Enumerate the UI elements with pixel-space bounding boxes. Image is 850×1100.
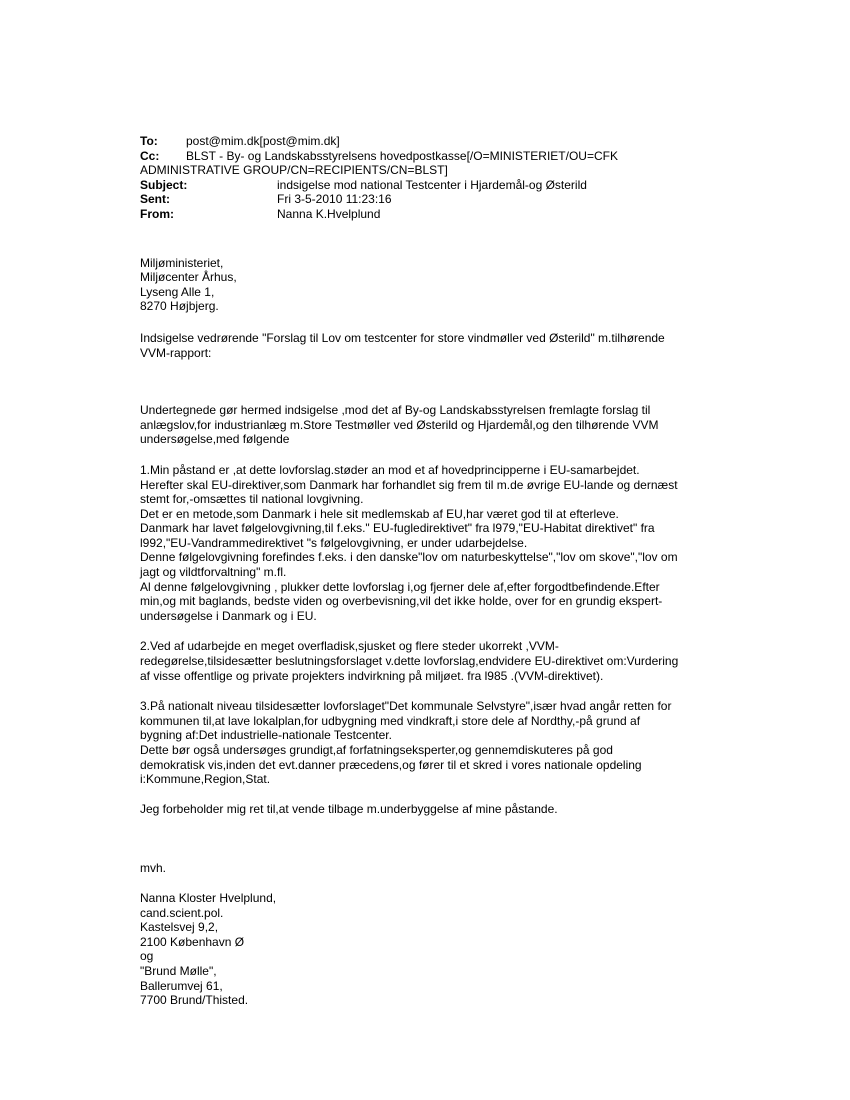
objection-line: Undertegnede gør hermed indsigelse ,mod det af By-og Landskabsstyrelsen fremlagte forslag til xyxy=(140,403,651,418)
reservation-paragraph xyxy=(140,802,720,817)
point-3-line: demokratisk vis,inden det evt.danner præcedens,og fører til et skred i vores nationale opdeling xyxy=(140,757,642,772)
address-line: 8270 Højbjerg. xyxy=(140,299,219,314)
point-1-line: Al denne følgelovgivning , plukker dette lovforslag i,og fjerner dele af,efter forgodtbefindende.Efter xyxy=(140,579,660,594)
address-line: Miljøministeriet, xyxy=(140,255,224,270)
point-2-paragraph xyxy=(140,639,720,683)
signature-block xyxy=(140,891,720,1008)
cc-value-line-1: BLST - By- og Landskabsstyrelsens hovedpostkasse[/O=MINISTERIET/OU=CFK xyxy=(186,148,618,163)
objection-paragraph xyxy=(140,403,720,447)
point-1-line: Herefter skal EU-direktiver,som Danmark har forhandlet sig frem til m.de øvrige EU-lande og dernæst xyxy=(140,477,678,492)
objection-line: anlægslov,for industrianlæg m.Store Testmøller ved Østerild og Hjardemål,og den tilhørende VVM xyxy=(140,417,659,432)
recipient-address xyxy=(140,256,720,314)
closing xyxy=(140,861,720,876)
email-header xyxy=(140,134,720,222)
point-3-line: kommunen til,at lave lokalplan,for udbygning med vindkraft,i store dele af Nordthy,-på grund af xyxy=(140,713,641,728)
signature-line: og xyxy=(140,949,154,964)
to-value: post@mim.dk[post@mim.dk] xyxy=(186,134,340,148)
point-3-paragraph xyxy=(140,699,720,787)
signature-line: cand.scient.pol. xyxy=(140,905,224,920)
signature-line: 2100 København Ø xyxy=(140,934,245,949)
to-label: To: xyxy=(140,134,158,148)
point-1-line: Det er en metode,som Danmark i hele sit medlemskab af EU,har været god til at efterleve. xyxy=(140,506,619,521)
address-line: Miljøcenter Århus, xyxy=(140,270,237,285)
point-1-line: Danmark har lavet følgelovgivning,til f.eks." EU-fugledirektivet" fra l979,"EU-Habitat direktivet" fra xyxy=(140,521,655,536)
point-1-line: stemt for,-omsættes til national lovgivning. xyxy=(140,492,364,507)
point-1-line: 1.Min påstand er ,at dette lovforslag.støder an mod et af hovedprincipperne i EU-samarbejdet. xyxy=(140,462,640,477)
to-row xyxy=(140,134,720,149)
point-1-line: undersøgelse i Danmark og i EU. xyxy=(140,608,317,623)
point-1-paragraph xyxy=(140,463,720,624)
signature-line: Ballerumvej 61, xyxy=(140,978,223,993)
intro-line: Indsigelse vedrørende "Forslag til Lov om testcenter for store vindmøller ved Østerild" m.tilhørende xyxy=(140,330,665,345)
reservation-line: Jeg forbeholder mig ret til,at vende tilbage m.underbyggelse af mine påstande. xyxy=(140,801,558,816)
intro-paragraph xyxy=(140,331,720,360)
point-2-line: af visse offentlige og private projekters indvirkning på miljøet. fra l985 .(VVM-direktivet). xyxy=(140,668,604,683)
cc-value-line-2: ADMINISTRATIVE GROUP/CN=RECIPIENTS/CN=BLST] xyxy=(140,163,448,178)
objection-line: undersøgelse,med følgende xyxy=(140,432,290,447)
signature-line: Nanna Kloster Hvelplund, xyxy=(140,890,277,905)
point-3-line: Dette bør også undersøges grundigt,af forfatningseksperter,og gennemdiskuteres på god xyxy=(140,743,613,757)
closing-line: mvh. xyxy=(140,861,167,876)
point-3-line: i:Kommune,Region,Stat. xyxy=(140,772,271,787)
email-printout xyxy=(140,134,720,1008)
subject-row xyxy=(140,178,720,193)
point-3-line: 3.På nationalt niveau tilsidesætter lovforslaget"Det kommunale Selvstyre",især hvad angår retten for xyxy=(140,699,672,714)
point-1-line: min,og mit baglands, bedste viden og overbevisning,vil det ikke holde, over for en grundig ekspert- xyxy=(140,594,663,609)
point-1-line: jagt og vildtforvaltning" m.fl. xyxy=(140,565,287,580)
cc-row xyxy=(140,149,720,178)
subject-label: Subject: xyxy=(140,177,188,192)
signature-line: 7700 Brund/Thisted. xyxy=(140,993,249,1008)
signature-line: Kastelsvej 9,2, xyxy=(140,920,219,935)
address-line: Lyseng Alle 1, xyxy=(140,284,215,299)
from-value: Nanna K.Hvelplund xyxy=(277,206,381,221)
point-1-line: Denne følgelovgivning forefindes f.eks. i den danske"lov om naturbeskyttelse","lov om skove","lov om xyxy=(140,550,678,565)
point-3-line: bygning af:Det industrielle-nationale Testcenter. xyxy=(140,728,392,743)
point-1-line: l992,"EU-Vandrammedirektivet "s følgelovgivning, er under udarbejdelse. xyxy=(140,535,528,550)
point-2-line: 2.Ved af udarbejde en meget overfladisk,sjusket og flere steder ukorrekt ,VVM- xyxy=(140,639,559,654)
signature-line: "Brund Mølle", xyxy=(140,963,217,978)
sent-row xyxy=(140,192,720,207)
from-row xyxy=(140,207,720,222)
intro-line: VVM-rapport: xyxy=(140,345,212,360)
point-2-line: redegørelse,tilsidesætter beslutningsforslaget v.dette lovforslag,endvidere EU-direktivet om:Vurdering xyxy=(140,654,679,669)
cc-label: Cc: xyxy=(140,148,160,163)
cc-line-1 xyxy=(140,149,720,164)
from-label: From: xyxy=(140,206,174,221)
sent-value: Fri 3-5-2010 11:23:16 xyxy=(277,192,392,207)
sent-label: Sent: xyxy=(140,192,170,207)
subject-value: indsigelse mod national Testcenter i Hjardemål-og Østerild xyxy=(277,177,587,192)
